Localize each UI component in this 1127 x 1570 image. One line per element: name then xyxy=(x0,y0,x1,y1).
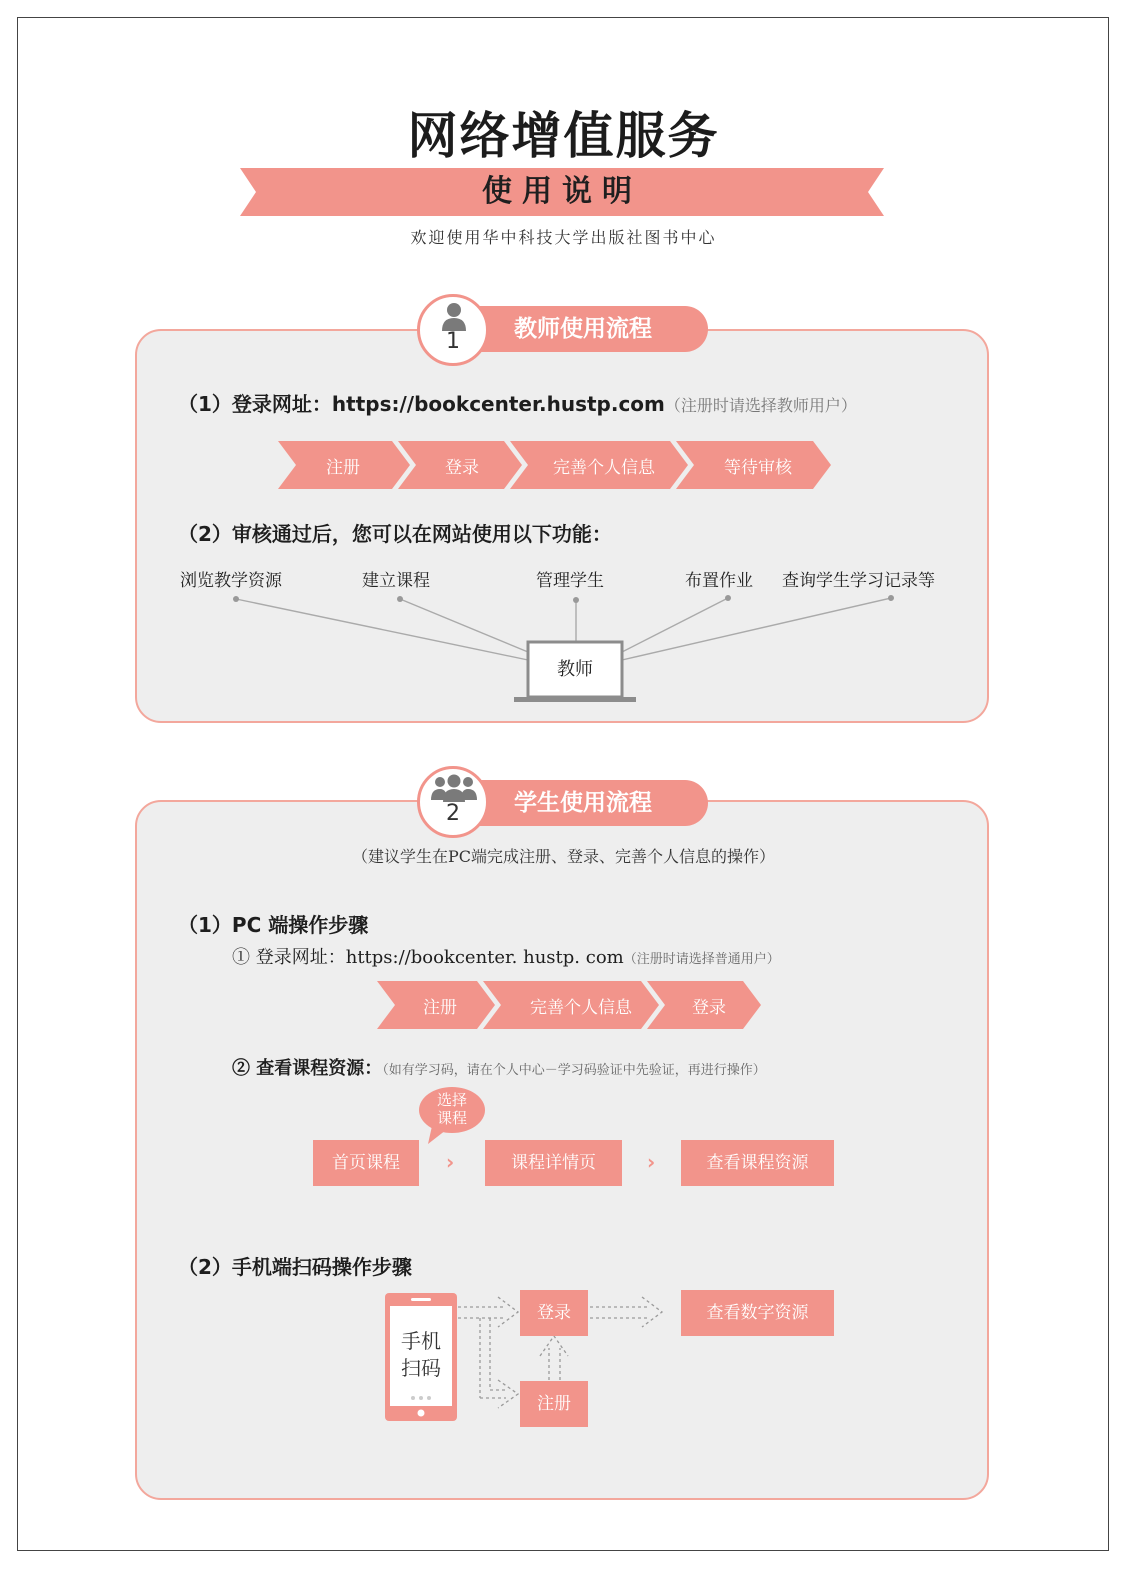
chevron-right-icon: › xyxy=(647,1150,656,1174)
course-step-detail: 课程详情页 xyxy=(485,1140,622,1186)
teacher-flow-label-4: 等待审核 xyxy=(724,458,792,478)
pc-flow-label-2: 完善个人信息 xyxy=(530,998,632,1018)
chevron-right-icon: › xyxy=(446,1150,455,1174)
bubble-text: 选择 课程 xyxy=(436,1091,467,1127)
pc-url-line: ① 登录网址：https://bookcenter. hustp. com（注册时请选择普通用户） xyxy=(232,947,780,968)
function-label-course: 建立课程 xyxy=(362,571,430,591)
student-suggestion: （建议学生在PC端完成注册、登录、完善个人信息的操作） xyxy=(351,847,775,866)
teacher-flow-label-1: 注册 xyxy=(326,458,360,478)
course-step-resources: 查看课程资源 xyxy=(681,1140,834,1186)
teacher-step1-heading: （1）登录网址：https://bookcenter.hustp.com（注册时请选择教师用户） xyxy=(178,392,857,416)
pc-flow-label-3: 登录 xyxy=(692,998,726,1018)
teacher-badge-number: 1 xyxy=(446,329,460,354)
student-title: 学生使用流程 xyxy=(514,790,652,816)
main-title: 网络增值服务 xyxy=(407,106,720,165)
mobile-result-box: 查看数字资源 xyxy=(681,1290,834,1336)
teacher-step2-heading: （2）审核通过后，您可以在网站使用以下功能： xyxy=(178,522,612,546)
pc-heading: （1）PC 端操作步骤 xyxy=(178,913,369,937)
teacher-title: 教师使用流程 xyxy=(514,316,652,342)
view-course-heading: ② 查看课程资源：（如有学习码，请在个人中心－学习码验证中先验证，再进行操作） xyxy=(232,1058,766,1079)
mobile-heading: （2）手机端扫码操作步骤 xyxy=(178,1255,412,1279)
mobile-login-box: 登录 xyxy=(520,1290,588,1336)
student-badge-number: 2 xyxy=(446,801,460,826)
ribbon-subtitle: 使用说明 xyxy=(482,174,642,209)
phone-label: 手机 扫码 xyxy=(401,1329,441,1380)
function-label-students: 管理学生 xyxy=(536,571,604,591)
course-step-home: 首页课程 xyxy=(313,1140,419,1186)
function-label-browse: 浏览教学资源 xyxy=(180,571,282,591)
mobile-register-box: 注册 xyxy=(520,1381,588,1427)
function-label-homework: 布置作业 xyxy=(685,571,753,591)
pc-flow-label-1: 注册 xyxy=(423,998,457,1018)
laptop-teacher-label: 教师 xyxy=(557,659,593,680)
teacher-flow-label-3: 完善个人信息 xyxy=(553,458,655,478)
welcome-text: 欢迎使用华中科技大学出版社图书中心 xyxy=(410,228,717,247)
function-label-records: 查询学生学习记录等 xyxy=(782,571,935,591)
teacher-flow-label-2: 登录 xyxy=(445,458,479,478)
